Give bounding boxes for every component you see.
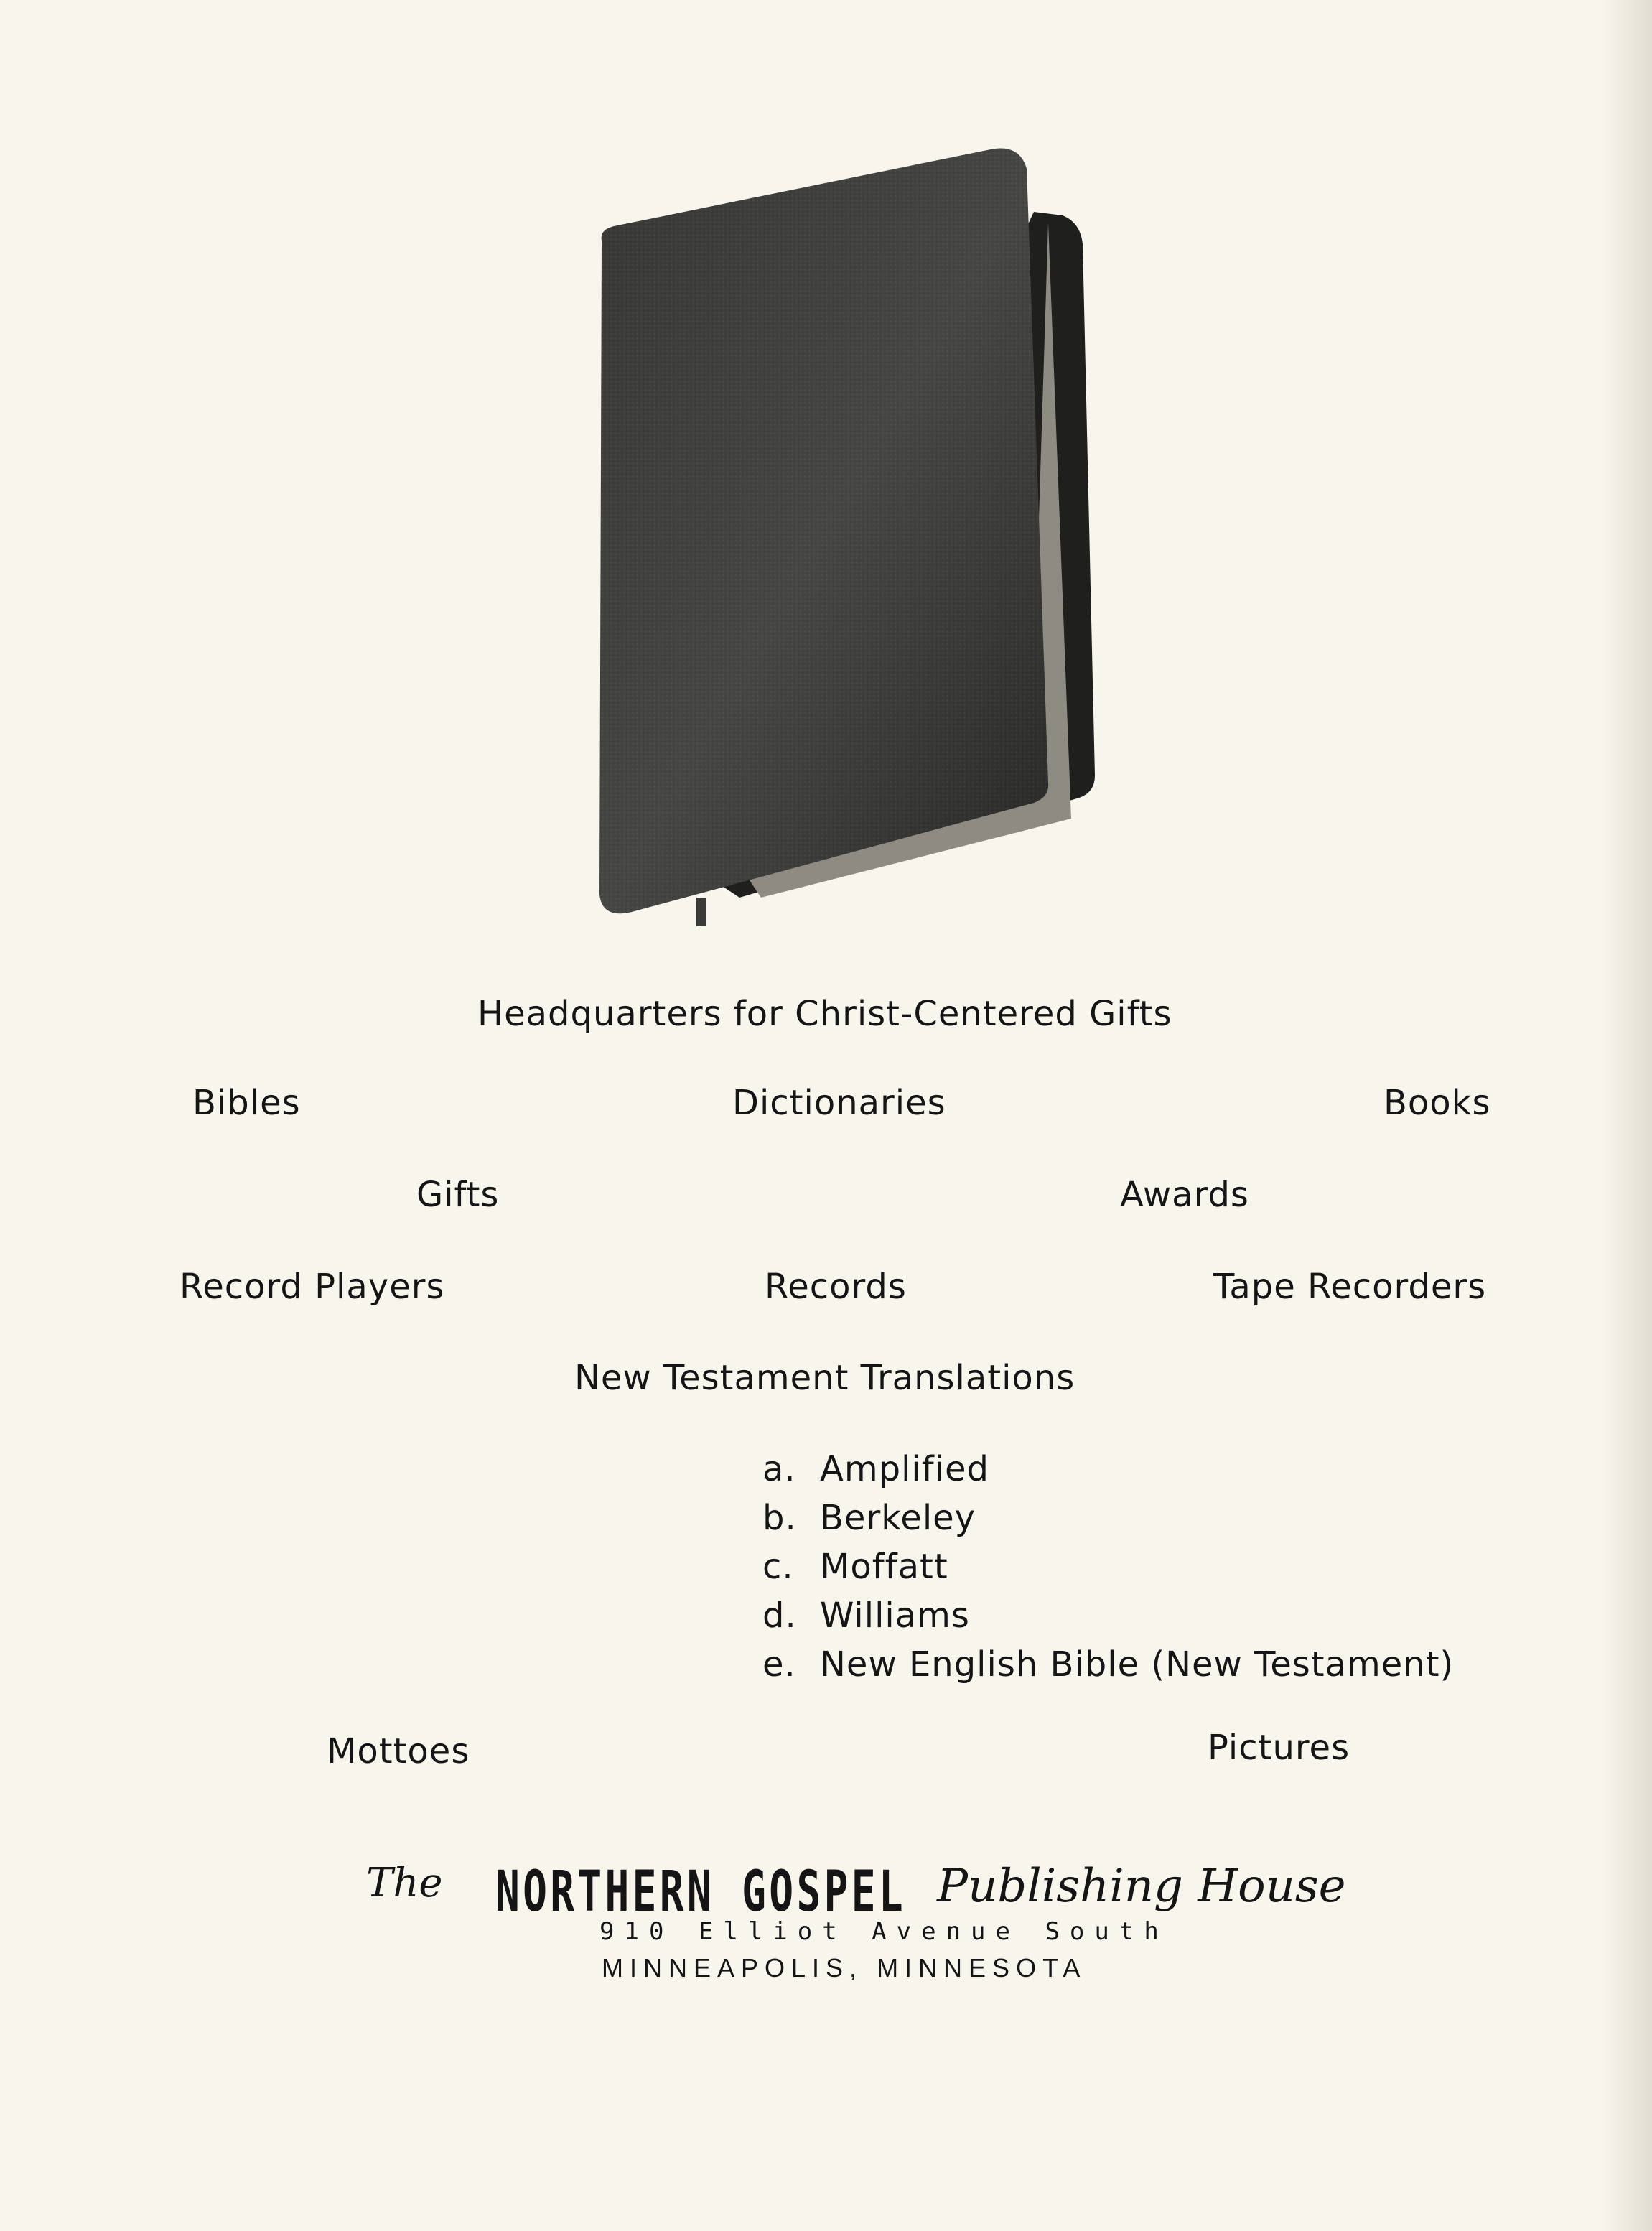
- category-books: Books: [1383, 1083, 1491, 1123]
- category-dictionaries: Dictionaries: [732, 1083, 946, 1123]
- translations-list: [762, 1445, 1454, 1689]
- list-item-letter: c.: [762, 1547, 794, 1587]
- list-item-letter: e.: [762, 1644, 796, 1685]
- translations-heading: New Testament Translations: [574, 1358, 1075, 1398]
- category-pictures: Pictures: [1208, 1728, 1350, 1768]
- list-item-letter: d.: [762, 1596, 797, 1636]
- category-tape-recorders: Tape Recorders: [1213, 1267, 1487, 1307]
- category-awards: Awards: [1120, 1175, 1249, 1215]
- page-edge-shadow: [1602, 0, 1652, 2231]
- list-item: [762, 1542, 1454, 1591]
- category-records: Records: [765, 1267, 907, 1307]
- list-item-letter: a.: [762, 1449, 796, 1489]
- publisher-address: 910 Elliot Avenue South: [599, 1917, 1169, 1946]
- category-bibles: Bibles: [192, 1083, 301, 1123]
- category-mottoes: Mottoes: [327, 1731, 470, 1771]
- headline: Headquarters for Christ-Centered Gifts: [477, 994, 1172, 1034]
- category-gifts: Gifts: [416, 1175, 500, 1215]
- list-item: [762, 1494, 1454, 1542]
- publisher-the: The: [366, 1860, 443, 1906]
- list-item-name: Williams: [820, 1596, 970, 1636]
- list-item-name: Amplified: [820, 1449, 989, 1489]
- publisher-city: MINNEAPOLIS, MINNESOTA: [602, 1953, 1087, 1983]
- list-item-name: New English Bible (New Testament): [820, 1644, 1455, 1685]
- category-record-players: Record Players: [179, 1267, 445, 1307]
- list-item-name: Berkeley: [820, 1498, 976, 1538]
- list-item: [762, 1591, 1454, 1640]
- publisher-house: Publishing House: [937, 1860, 1346, 1913]
- publisher-name: NORTHERN GOSPEL: [495, 1860, 906, 1924]
- bible-book-image: [589, 144, 1106, 926]
- list-item-name: Moffatt: [820, 1547, 948, 1587]
- list-item-letter: b.: [762, 1498, 797, 1538]
- list-item: [762, 1640, 1454, 1689]
- list-item: [762, 1445, 1454, 1494]
